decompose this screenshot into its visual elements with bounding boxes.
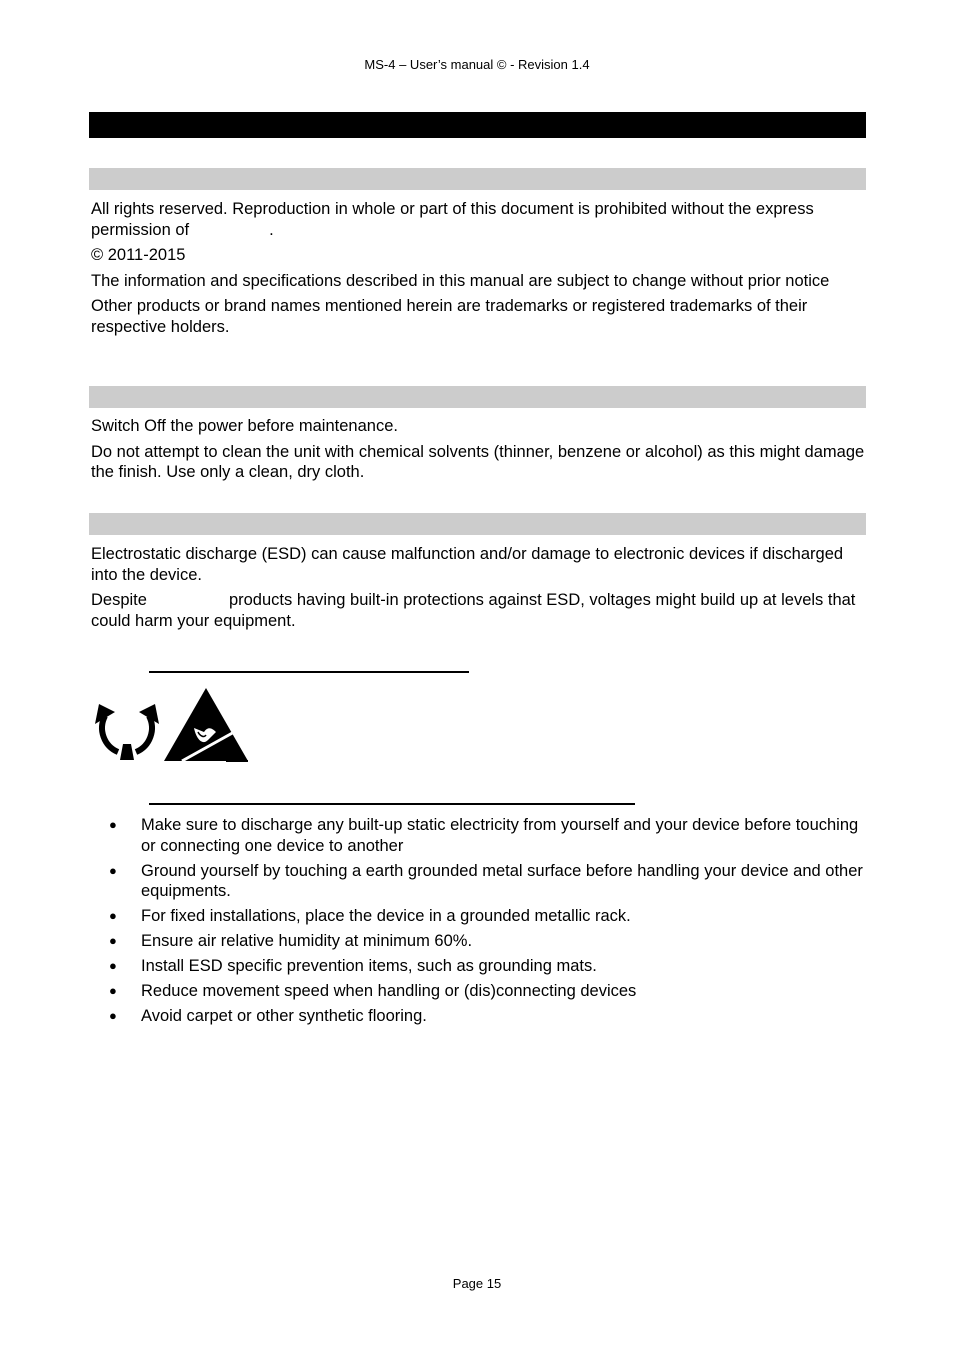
copyright-years: © 2011-2015 — [91, 246, 186, 264]
bullet-icon: ● — [109, 1008, 117, 1023]
protection-text: products having built-in protections against ESD, voltages might build up at levels that could harm your equipment. — [91, 591, 856, 630]
esd-section — [91, 544, 871, 631]
bullet-icon: ● — [109, 817, 117, 832]
esd-intro-paragraph: Electrostatic discharge (ESD) can cause malfunction and/or damage to electronic devices if discharged into the device. — [91, 545, 844, 584]
esd-susceptible-warning-icon — [164, 688, 250, 763]
esd-protection-paragraph — [91, 590, 871, 631]
list-item — [91, 1006, 871, 1027]
bullet-icon: ● — [109, 862, 117, 878]
maintenance-section — [91, 416, 871, 483]
list-item-text: Ensure air relative humidity at minimum 60%. — [141, 932, 473, 950]
rights-paragraph — [91, 199, 871, 240]
change-notice-paragraph: The information and specifications described in this manual are subject to change without prior notice — [91, 271, 830, 290]
esd-protected-area-icon — [93, 700, 163, 762]
page-header: MS-4 – User’s manual © - Revision 1.4 — [364, 57, 590, 72]
trademarks-paragraph: Other products or brand names mentioned herein are trademarks or registered trademarks of their respective holders. — [91, 297, 808, 336]
list-item-text: For fixed installations, place the device in a grounded metallic rack. — [141, 907, 631, 925]
power-off-paragraph: Switch Off the power before maintenance. — [91, 417, 398, 435]
rights-text-end: . — [269, 220, 274, 239]
rights-text: All rights reserved. Reproduction in whole or part of this document is prohibited without the express permission of — [91, 200, 814, 239]
list-item-text: Make sure to discharge any built-up static electricity from yourself and your device before touching or connecting one device to another — [141, 816, 859, 855]
subheading-underline-2 — [149, 803, 635, 805]
list-item-text: Reduce movement speed when handling or (dis)connecting devices — [141, 982, 637, 1000]
list-item-text: Ground yourself by touching a earth grounded metal surface before handling your device and other equipments. — [141, 861, 863, 900]
list-item — [91, 815, 871, 856]
list-item — [91, 956, 871, 977]
list-item-text: Avoid carpet or other synthetic flooring. — [141, 1007, 427, 1025]
subheading-underline-1 — [149, 671, 469, 673]
cleaning-paragraph: Do not attempt to clean the unit with chemical solvents (thinner, benzene or alcohol) as this might damage the finish. Use only a clean, dry cloth. — [91, 442, 865, 481]
page-number: Page 15 — [452, 1276, 502, 1291]
list-item — [91, 981, 871, 1002]
chapter-title-bar — [89, 112, 866, 138]
list-item-text: Install ESD specific prevention items, such as grounding mats. — [141, 957, 597, 975]
section-heading-bar-esd — [89, 513, 866, 535]
bullet-icon: ● — [109, 983, 117, 998]
esd-precautions-list — [91, 815, 871, 1031]
copyright-section — [91, 199, 871, 337]
bullet-icon: ● — [109, 958, 117, 973]
list-item — [91, 861, 871, 902]
despite-text: Despite — [91, 591, 147, 609]
section-heading-bar-maintenance — [89, 386, 866, 408]
bullet-icon: ● — [109, 933, 117, 948]
bullet-icon: ● — [109, 908, 117, 923]
section-heading-bar-copyright — [89, 168, 866, 190]
list-item — [91, 931, 871, 952]
list-item — [91, 906, 871, 927]
